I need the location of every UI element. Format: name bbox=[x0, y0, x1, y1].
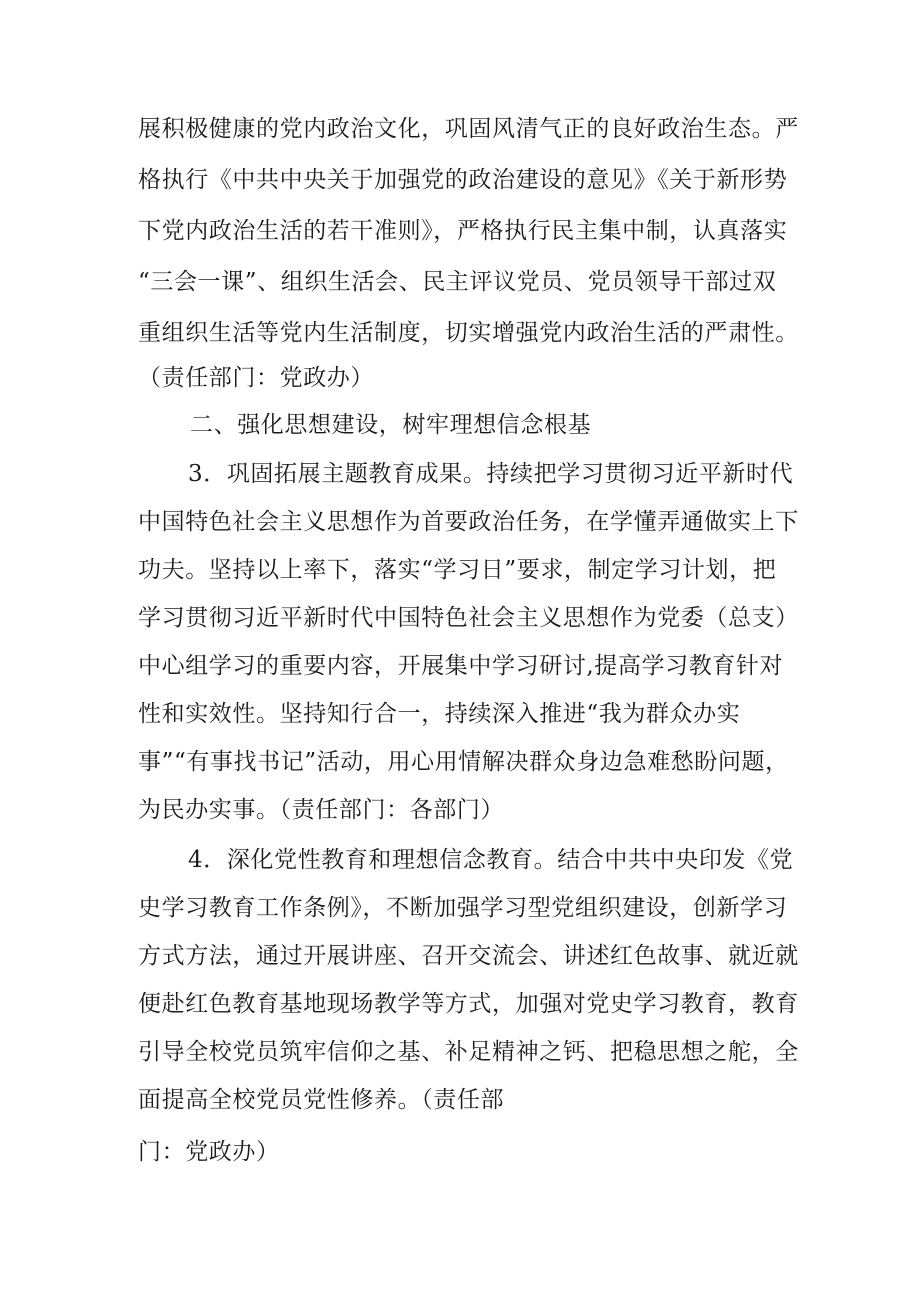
section-heading: 二、强化思想建设，树牢理想信念根基 bbox=[190, 412, 592, 438]
text-line: 引导全校党员筑牢信仰之基、补足精神之钙、把稳思想之舵，全 bbox=[138, 1039, 799, 1065]
text-line: 事”“有事找书记”活动，用心用情解决群众身边急难愁盼问题， bbox=[138, 749, 789, 775]
text-line: 展积极健康的党内政治文化，巩固风清气正的良好政治生态。严 bbox=[138, 116, 799, 142]
text-line: （责任部门：党政办） bbox=[138, 365, 374, 391]
text-line: 格执行《中共中央关于加强党的政治建设的意见》《关于新形势 bbox=[138, 167, 788, 193]
text-line: 门：党政办） bbox=[138, 1139, 280, 1165]
text-line: 下党内政治生活的若干准则》，严格执行民主集中制，认真落实 bbox=[138, 218, 788, 244]
paragraph-start-4: 4．深化党性教育和理想信念教育。结合中共中央印发《党 bbox=[188, 847, 794, 873]
text-line: 学习贯彻习近平新时代中国特色社会主义思想作为党委（总支） bbox=[138, 605, 799, 631]
text-line: 面提高全校党员党性修养。（责任部 bbox=[138, 1087, 505, 1113]
text-line: 为民办实事。（责任部门：各部门） bbox=[138, 797, 505, 823]
text-line: 中心组学习的重要内容，开展集中学习研讨,提高学习教育针对 bbox=[138, 653, 784, 679]
text-line: 性和实效性。坚持知行合一，持续深入推进“我为群众办实 bbox=[138, 701, 741, 727]
text-line: 中国特色社会主义思想作为首要政治任务，在学懂弄通做实上下 bbox=[138, 509, 799, 535]
paragraph-start-3: 3．巩固拓展主题教育成果。持续把学习贯彻习近平新时代 bbox=[188, 461, 794, 487]
text-line: 方式方法，通过开展讲座、召开交流会、讲述红色故事、就近就 bbox=[138, 943, 799, 969]
text-line: 重组织生活等党内生活制度，切实增强党内政治生活的严肃性。 bbox=[138, 320, 799, 346]
text-line: 便赴红色教育基地现场教学等方式，加强对党史学习教育，教育 bbox=[138, 991, 799, 1017]
text-line: 史学习教育工作条例》，不断加强学习型党组织建设，创新学习 bbox=[138, 895, 788, 921]
text-line: “三会一课”、组织生活会、民主评议党员、党员领导干部过双 bbox=[138, 269, 777, 295]
text-line: 功夫。坚持以上率下，落实“学习日”要求，制定学习计划，把 bbox=[138, 557, 777, 583]
